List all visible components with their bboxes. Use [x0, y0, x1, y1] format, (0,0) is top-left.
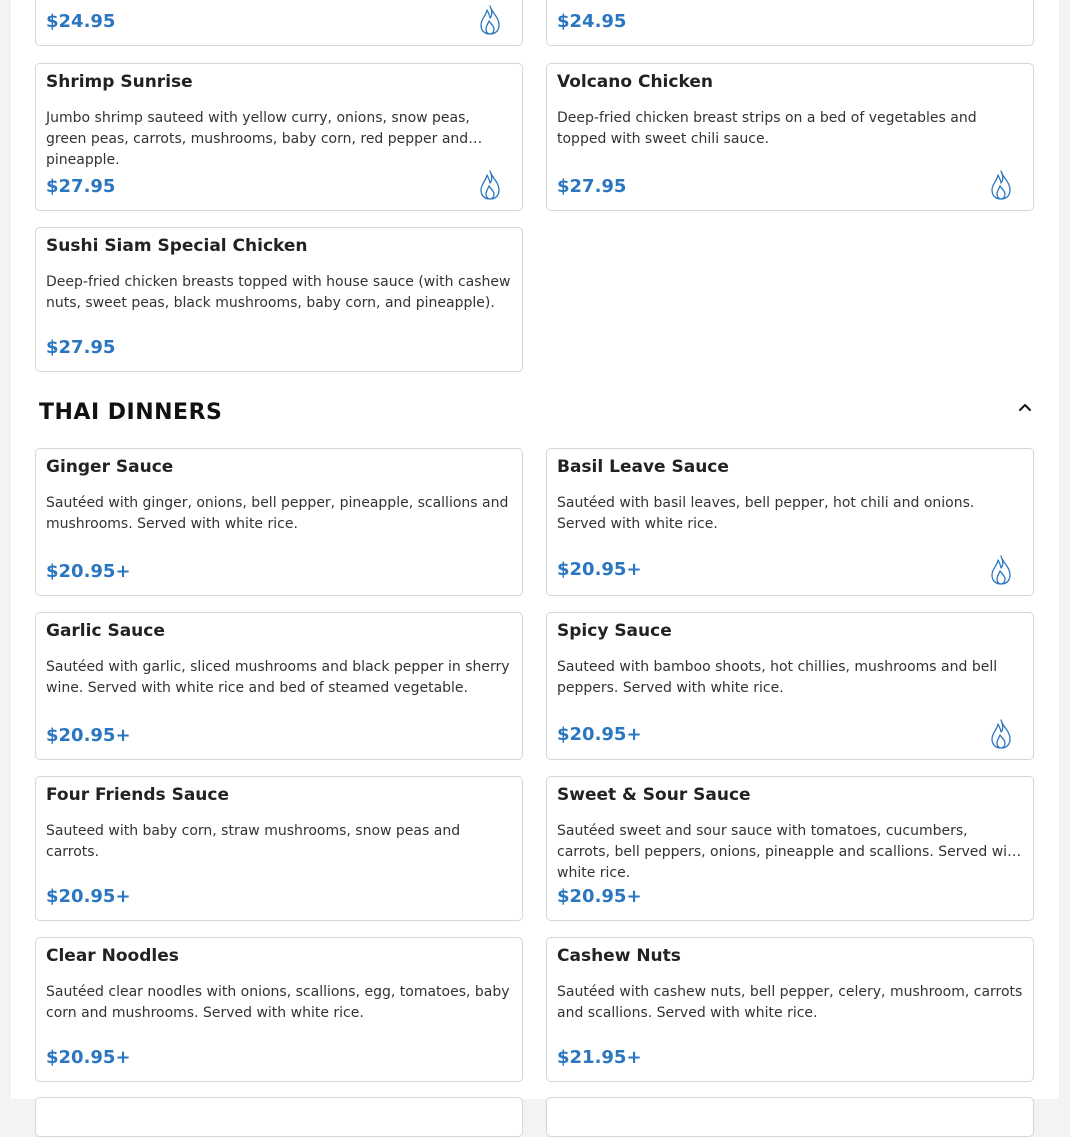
menu-item-price: $21.95+ — [557, 1047, 642, 1068]
menu-item-price: $20.95+ — [557, 724, 642, 745]
menu-item-description: Sauteed with bamboo shoots, hot chillies, mushrooms and bell peppers. Served with white rice. — [557, 659, 998, 696]
menu-item-description: Jumbo shrimp sauteed with yellow curry, onions, snow peas, green peas, carrots, mushrooms, baby corn, red pepper and pineapple. — [46, 110, 470, 168]
menu-item-description: Sautéed clear noodles with onions, scallions, egg, tomatoes, baby corn and mushrooms. Served with white rice. — [46, 984, 510, 1021]
menu-item-price: $20.95+ — [46, 886, 131, 907]
menu-item-card[interactable] — [35, 227, 523, 372]
menu-page — [11, 0, 1059, 1099]
menu-item-price: $20.95+ — [46, 561, 131, 582]
menu-item-card[interactable] — [35, 612, 523, 760]
menu-item-description: Sautéed sweet and sour sauce with tomatoes, cucumbers, carrots, bell peppers, onions, pineapple and scallions. Served with white rice. — [557, 823, 1022, 881]
menu-item-name: Ginger Sauce — [46, 457, 174, 477]
menu-item-name: Cashew Nuts — [557, 946, 681, 966]
menu-item-card[interactable] — [546, 937, 1034, 1082]
menu-item-card[interactable] — [546, 1097, 1034, 1137]
menu-item-price: $20.95+ — [46, 725, 131, 746]
menu-item-card[interactable] — [35, 776, 523, 921]
menu-item-price: $20.95+ — [557, 886, 642, 907]
flame-icon — [478, 169, 502, 201]
chevron-up-icon — [1018, 402, 1032, 412]
menu-item-price: $24.95 — [46, 11, 116, 32]
menu-item-card[interactable] — [546, 63, 1034, 211]
menu-item-description: Deep-fried chicken breast strips on a bed of vegetables and topped with sweet chili sauce. — [557, 110, 977, 147]
menu-item-price: $27.95 — [46, 337, 116, 358]
menu-item-description: Sautéed with garlic, sliced mushrooms and black pepper in sherry wine. Served with white rice and bed of steamed vegetable. — [46, 659, 510, 696]
menu-item-card[interactable] — [35, 0, 523, 46]
menu-item-card[interactable] — [35, 937, 523, 1082]
section-collapse-button[interactable] — [1014, 396, 1036, 418]
menu-item-name: Garlic Sauce — [46, 621, 165, 641]
menu-item-price: $24.95 — [557, 11, 627, 32]
menu-item-name: Spicy Sauce — [557, 621, 672, 641]
menu-item-card[interactable] — [546, 0, 1034, 46]
menu-item-name: Sweet & Sour Sauce — [557, 785, 751, 805]
menu-item-description: Sautéed with basil leaves, bell pepper, hot chili and onions. Served with white rice. — [557, 495, 975, 532]
menu-item-description: Deep-fried chicken breasts topped with house sauce (with cashew nuts, sweet peas, black mushrooms, baby corn, and pineapple). — [46, 274, 511, 311]
menu-item-name: Basil Leave Sauce — [557, 457, 729, 477]
menu-item-name: Clear Noodles — [46, 946, 179, 966]
menu-item-card[interactable] — [35, 448, 523, 596]
flame-icon — [989, 554, 1013, 586]
menu-item-card[interactable] — [546, 776, 1034, 921]
menu-item-name: Sushi Siam Special Chicken — [46, 236, 308, 256]
menu-item-price: $27.95 — [557, 176, 627, 197]
menu-item-description: Sauteed with baby corn, straw mushrooms, snow peas and carrots. — [46, 823, 461, 860]
menu-item-name: Volcano Chicken — [557, 72, 713, 92]
flame-icon — [989, 169, 1013, 201]
section-title: THAI DINNERS — [39, 400, 223, 425]
menu-item-card[interactable] — [35, 1097, 523, 1137]
menu-item-description: Sautéed with ginger, onions, bell pepper, pineapple, scallions and mushrooms. Served with white rice. — [46, 495, 509, 532]
menu-item-description: Sautéed with cashew nuts, bell pepper, celery, mushroom, carrots and scallions. Served with white rice. — [557, 984, 1023, 1021]
menu-item-price: $20.95+ — [46, 1047, 131, 1068]
menu-item-price: $20.95+ — [557, 559, 642, 580]
menu-item-name: Shrimp Sunrise — [46, 72, 193, 92]
flame-icon — [478, 4, 502, 36]
flame-icon — [989, 718, 1013, 750]
menu-item-name: Four Friends Sauce — [46, 785, 230, 805]
menu-item-price: $27.95 — [46, 176, 116, 197]
menu-item-card[interactable] — [546, 612, 1034, 760]
menu-item-card[interactable] — [35, 63, 523, 211]
menu-item-card[interactable] — [546, 448, 1034, 596]
